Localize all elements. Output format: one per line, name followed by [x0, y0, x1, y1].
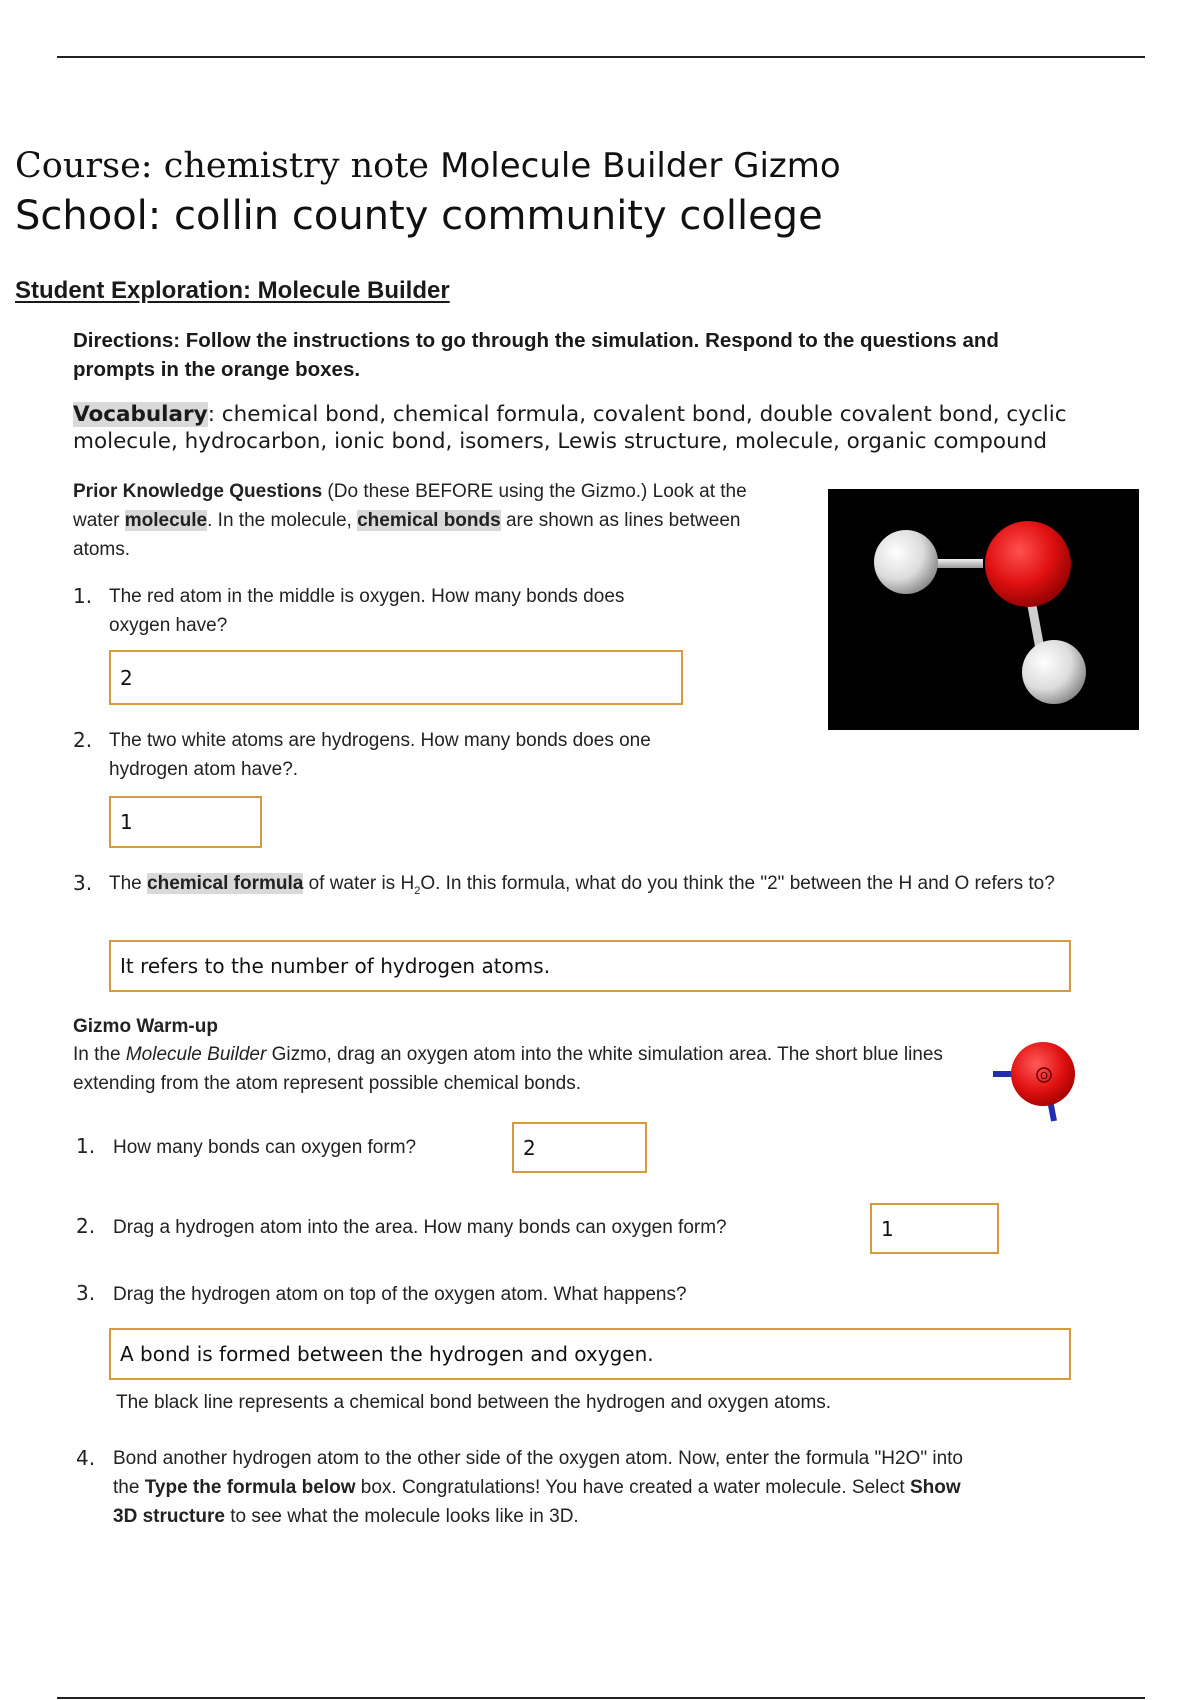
warmup-intro-b: Gizmo, drag an oxygen atom into the white simulation area. The short blue lines extending from the atom represent possible chemical bonds.	[73, 1044, 943, 1094]
vocabulary	[73, 401, 1093, 455]
warmup-q1-number: 1.	[76, 1134, 96, 1158]
term-molecule: molecule	[124, 510, 208, 531]
directions: Directions: Follow the instructions to go through the simulation. Respond to the questions and prompts in the orange boxes.	[73, 329, 999, 381]
warmup-q4-text-c: to see what the molecule looks like in 3D.	[224, 1506, 579, 1527]
course-label: Course: chemistry note	[15, 146, 430, 186]
prior-q1-number: 1.	[73, 584, 93, 608]
hydrogen-atom-left	[874, 530, 938, 594]
prior-intro-c: are shown as lines between atoms.	[73, 510, 741, 560]
vocab-label: Vocabulary	[73, 402, 208, 427]
warmup-q4-bold-a: Type the formula below	[144, 1477, 356, 1498]
prior-q1-text: The red atom in the middle is oxygen. How many bonds does oxygen have?	[109, 586, 625, 636]
prior-q3-number: 3.	[73, 871, 93, 895]
oxygen-atom-image	[990, 1038, 1080, 1128]
warmup-q4-number: 4.	[76, 1446, 96, 1470]
warmup-q2-text: Drag a hydrogen atom into the area. How many bonds can oxygen form?	[113, 1217, 727, 1238]
top-rule	[57, 56, 1145, 58]
course-title: Molecule Builder Gizmo	[440, 146, 841, 186]
warmup-q2-number: 2.	[76, 1214, 96, 1238]
warmup-q3-answer[interactable]: A bond is formed between the hydrogen and oxygen.	[109, 1328, 1071, 1380]
oxygen-atom-svg	[990, 1038, 1080, 1128]
school-line: School: collin county community college	[15, 193, 823, 239]
warmup-q1-answer[interactable]: 2	[512, 1122, 647, 1173]
warmup-intro	[73, 1040, 973, 1098]
water-molecule-image	[828, 489, 1139, 730]
water-molecule-svg	[828, 489, 1139, 730]
warmup-q3-text: Drag the hydrogen atom on top of the oxygen atom. What happens?	[113, 1284, 687, 1305]
prior-q3-answer[interactable]: It refers to the number of hydrogen atoms.	[109, 940, 1071, 992]
warmup-q4-bold-b: Show 3D structure	[113, 1477, 961, 1527]
bottom-rule	[57, 1697, 1145, 1699]
warmup-q4-text-a: Bond another hydrogen atom to the other side of the oxygen atom. Now, enter the formula "H2O" into the	[113, 1448, 963, 1498]
prior-q2-number: 2.	[73, 728, 93, 752]
bond-note: The black line represents a chemical bond between the hydrogen and oxygen atoms.	[116, 1392, 832, 1413]
prior-intro-b: . In the molecule,	[207, 510, 358, 531]
oxygen-atom	[985, 521, 1071, 607]
term-chemical-bonds: chemical bonds	[357, 510, 501, 531]
oxygen-label: O	[1040, 1071, 1048, 1082]
warmup-intro-italic: Molecule Builder	[125, 1044, 267, 1065]
hydrogen-atom-bottom	[1022, 640, 1086, 704]
vocab-text: : chemical bond, chemical formula, covalent bond, double covalent bond, cyclic molecule, hydrocarbon, ionic bond, isomers, Lewis structure, molecule, organic compound	[73, 402, 1067, 454]
warmup-q3-number: 3.	[76, 1281, 96, 1305]
warmup-q2-answer[interactable]: 1	[870, 1203, 999, 1254]
warmup-q4-text-b: box. Congratulations! You have created a water molecule. Select	[355, 1477, 910, 1498]
prior-q3-text-a: The	[109, 873, 148, 894]
prior-intro-a: (Do these BEFORE using the Gizmo.) Look at the water	[73, 481, 747, 531]
prior-q3-text-b: of water is H	[303, 873, 415, 894]
prior-heading: Prior Knowledge Questions	[73, 481, 323, 502]
prior-q3-subscript: 2	[414, 884, 421, 897]
warmup-q1-text: How many bonds can oxygen form?	[113, 1137, 417, 1158]
prior-q2-answer[interactable]: 1	[109, 796, 262, 848]
warmup-q4-text	[113, 1444, 963, 1531]
prior-q3-text	[109, 869, 1069, 906]
prior-q2-text: The two white atoms are hydrogens. How many bonds does one hydrogen atom have?.	[109, 730, 651, 780]
page-title: Student Exploration: Molecule Builder	[15, 277, 450, 304]
prior-q3-text-c: O. In this formula, what do you think the "2" between the H and O refers to?	[420, 873, 1055, 894]
prior-intro	[73, 477, 793, 564]
term-chemical-formula: chemical formula	[147, 873, 304, 894]
prior-q1-answer[interactable]: 2	[109, 650, 683, 705]
warmup-heading: Gizmo Warm-up	[73, 1016, 218, 1037]
warmup-intro-a: In the	[73, 1044, 126, 1065]
course-line	[15, 146, 841, 186]
